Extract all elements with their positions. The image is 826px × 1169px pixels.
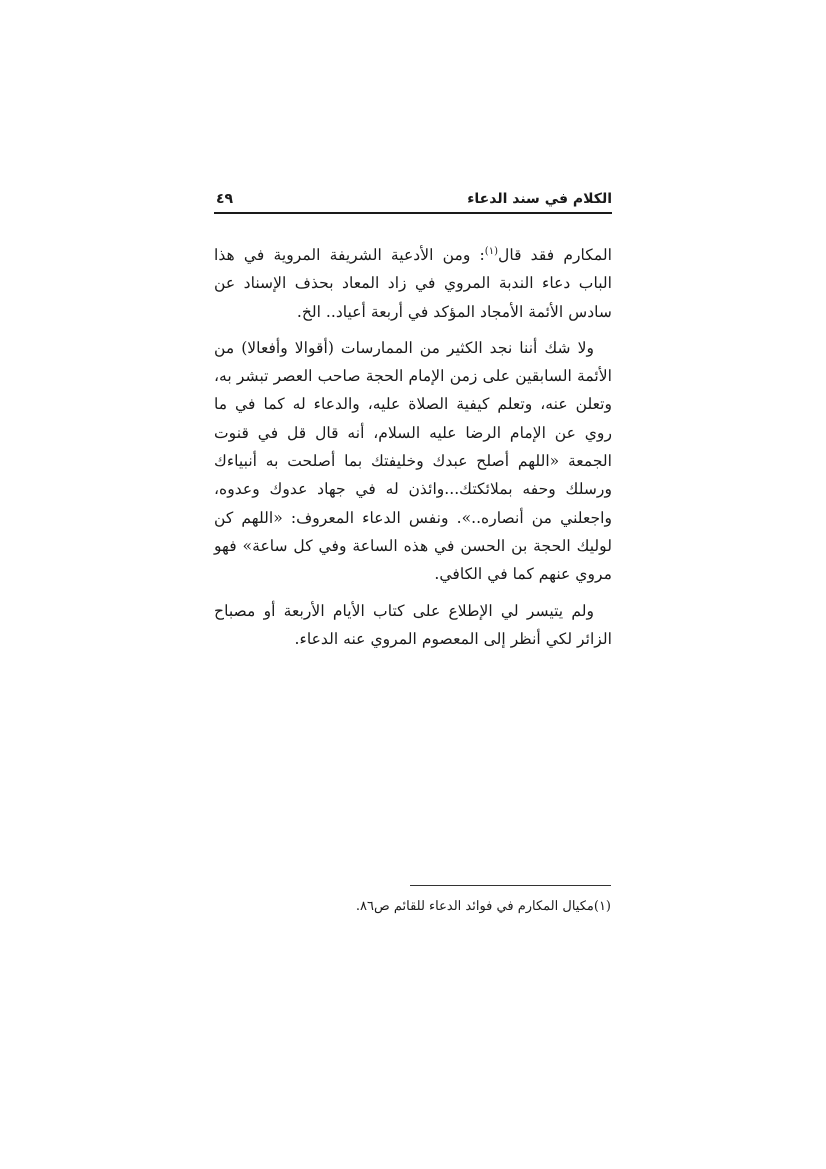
- header-rule: [214, 212, 612, 214]
- body-text: [214, 241, 612, 661]
- footnote: (١)مكيال المكارم في فوائد الدعاء للقائم ص٨٦.: [355, 899, 611, 914]
- page-number: ٤٩: [216, 191, 234, 207]
- paragraph-2: ولا شك أننا نجد الكثير من الممارسات (أقوالا وأفعالا) من الأئمة السابقين على زمن الإمام الحجة صاحب العصر تبشر به، وتعلن عنه، وتعلم كيفية الصلاة عليه، والدعاء له كما في ما روي عن الإمام الرضا عليه السلام، أنه قال قل في قنوت الجمعة «اللهم أصلح عبدك وخليفتك بما أصلحت به أنبياءك ورسلك وحفه بملائكتك...وائذن له في جهاد عدوك وعدوه، واجعلني من أنصاره..». ونفس الدعاء المعروف: «اللهم كن لوليك الحجة بن الحسن في هذه الساعة وفي كل ساعة» فهو مروي عنهم كما في الكافي.: [214, 338, 612, 584]
- paragraph-1: [214, 241, 612, 326]
- footnote-marker[interactable]: (١): [484, 245, 498, 257]
- footnote-rule: [410, 885, 611, 886]
- paragraph-1-rest: : ومن الأدعية الشريفة المروية في هذا الباب دعاء الندبة المروي في زاد المعاد بحذف الإسناد عن سادس الأئمة الأمجاد المؤكد في أربعة أعياد.. الخ.: [214, 246, 612, 321]
- running-title: الكلام في سند الدعاء: [467, 191, 612, 207]
- paragraph-3: ولم يتيسر لي الإطلاع على كتاب الأيام الأربعة أو مصباح الزائر لكي أنظر إلى المعصوم المروي عنه الدعاء.: [214, 601, 612, 648]
- running-header: [216, 188, 612, 212]
- paragraph-1-start: المكارم فقد قال: [497, 246, 613, 264]
